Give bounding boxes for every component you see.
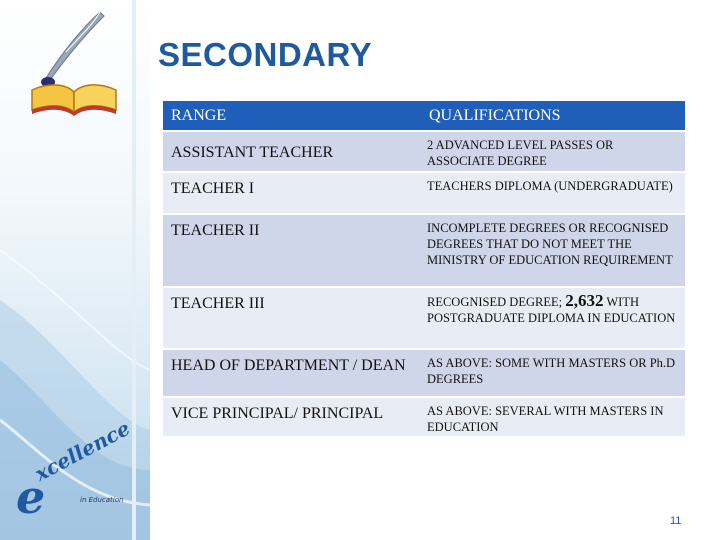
qualification-cell: 2 ADVANCED LEVEL PASSES OR ASSOCIATE DEGREE [421,131,685,172]
table-row [163,131,685,172]
qualifications-table [163,101,685,438]
table-row [163,397,685,437]
qual-prefix: RECOGNISED DEGREE; [427,295,566,309]
brand-initial: e [16,470,46,524]
book-quill-icon [22,8,122,118]
table-row [163,214,685,287]
qualification-cell [421,287,685,349]
range-cell: TEACHER I [163,172,421,214]
table-row [163,349,685,397]
range-cell: TEACHER II [163,214,421,287]
qual-suffix: WITH POSTGRADUATE DIPLOMA IN EDUCATION [427,295,676,325]
header-qualifications: QUALIFICATIONS [421,101,685,131]
range-cell: VICE PRINCIPAL/ PRINCIPAL [163,397,421,437]
decorative-sidebar [0,0,150,540]
brand-tagline: in Education [80,496,124,504]
range-cell: TEACHER III [163,287,421,349]
qualification-cell: AS ABOVE: SOME WITH MASTERS OR Ph.D DEGREES [421,349,685,397]
range-cell: ASSISTANT TEACHER [163,131,421,172]
excellence-brand-logo [0,415,150,530]
qualification-cell: AS ABOVE: SEVERAL WITH MASTERS IN EDUCATION [421,397,685,437]
table-header-row [163,101,685,131]
table-row [163,287,685,349]
page-number: 11 [670,515,682,527]
qualification-cell: INCOMPLETE DEGREES OR RECOGNISED DEGREES THAT DO NOT MEET THE MINISTRY OF EDUCATION REQUIREMENT [421,214,685,287]
qual-number: 2,632 [565,291,604,310]
range-cell: HEAD OF DEPARTMENT / DEAN [163,349,421,397]
slide-title: SECONDARY [158,36,373,73]
qualification-cell: TEACHERS DIPLOMA (UNDERGRADUATE) [421,172,685,214]
brand-script-text: xcellence [30,415,135,486]
table-row [163,172,685,214]
header-range: RANGE [163,101,421,131]
